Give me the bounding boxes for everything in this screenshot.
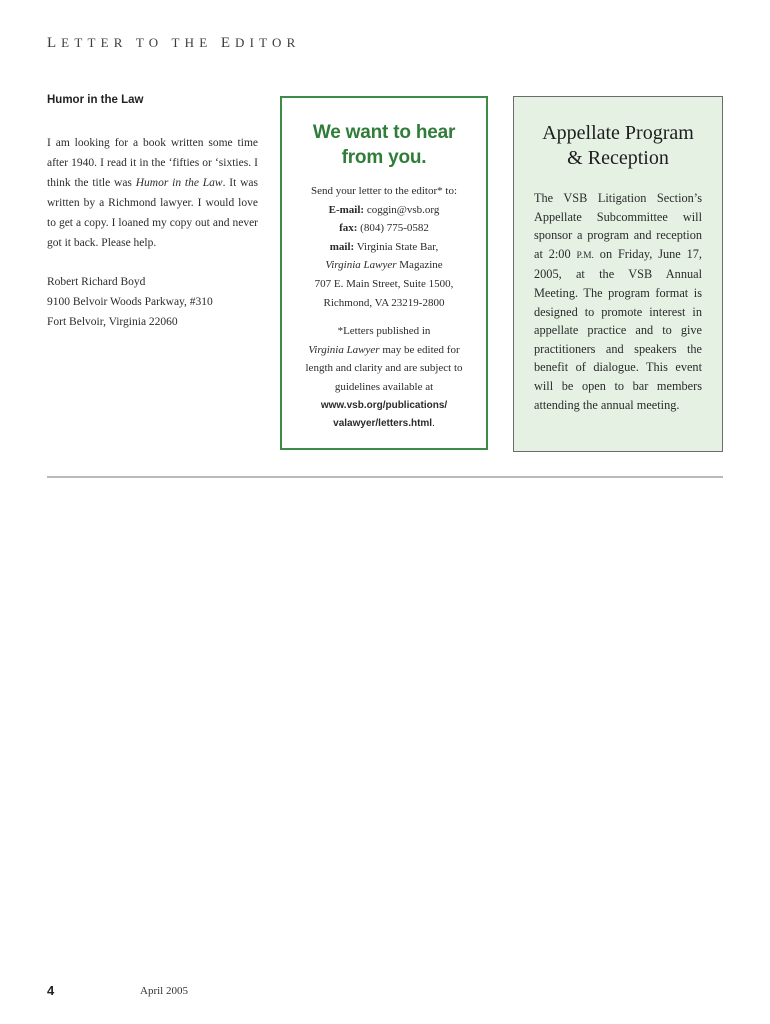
guidelines-link-2[interactable] [282, 415, 486, 434]
header-text-1: ETTER TO THE [61, 35, 221, 50]
letter-column [47, 94, 258, 332]
time-suffix: P.M. [576, 250, 594, 261]
mail-line [282, 238, 486, 257]
letter-heading: Humor in the Law [47, 94, 144, 106]
note-prefix: *Letters published in [337, 325, 431, 338]
url-line-2: valawyer/letters.html [333, 418, 433, 430]
note-rest: may be edited for length and clarity and are subject to guidelines available at [305, 343, 463, 393]
url-period: . [432, 418, 435, 430]
signature-name: Robert Richard Boyd [47, 276, 146, 288]
issue-date: April 2005 [140, 985, 188, 997]
book-title: Humor in the Law [135, 177, 223, 189]
submit-box-title: We want to hear from you. [312, 122, 456, 168]
appellate-body-part1: The VSB Litigation Section’s Appellate Subcommittee will sponsor a program and reception at 2:00 [534, 191, 702, 261]
submit-box-body [282, 182, 486, 434]
appellate-program-box [513, 96, 723, 452]
email-link[interactable]: coggin@vsb.org [366, 203, 440, 216]
note-magazine: Virginia Lawyer [308, 343, 380, 356]
header-cap-2: E [220, 35, 236, 51]
email-label: E-mail: [328, 203, 365, 216]
fax-label: fax: [339, 222, 358, 235]
header-text-2: DITOR [235, 35, 301, 50]
mail-value: Virginia State Bar, [356, 240, 439, 253]
header-cap-1: L [47, 35, 62, 51]
appellate-title-line-2: & Reception [567, 147, 669, 169]
street-line: 707 E. Main Street, Suite 1500, [314, 277, 454, 290]
magazine-name: Virginia Lawyer [325, 259, 397, 272]
submit-letter-box [280, 96, 488, 450]
magazine-line [282, 256, 486, 275]
note-body [282, 341, 486, 397]
magazine-suffix: Magazine [399, 259, 443, 272]
section-header [47, 35, 301, 52]
fax-value: (804) 775-0582 [360, 222, 429, 235]
fax-line [282, 219, 486, 238]
appellate-body [534, 189, 702, 414]
letter-signature [47, 272, 258, 332]
appellate-title-line-1: Appellate Program [542, 122, 694, 144]
guidelines-link[interactable] [282, 397, 486, 416]
appellate-body-part2: on Friday, June 17, 2005, at the VSB Annual Meeting. The program format is designed to promote interest in appellate practice and to give practitioners and speakers the benefit of dialogue. This event will be open to bar members attending the annual meeting. [534, 246, 702, 412]
url-line-1: www.vsb.org/publications/ [320, 399, 448, 411]
email-line [282, 201, 486, 220]
divider-rule [47, 476, 723, 478]
signature-address-1: 9100 Belvoir Woods Parkway, #310 [47, 296, 213, 308]
city-line: Richmond, VA 23219-2800 [323, 296, 445, 309]
mail-label: mail: [329, 240, 355, 253]
submit-intro: Send your letter to the editor* to: [310, 185, 458, 197]
letter-body-part2: . It was written by a Richmond lawyer. I would love to get a copy. I loaned my copy out and never got it back. Please help. [47, 177, 258, 249]
letter-body [47, 133, 258, 253]
page-number: 4 [47, 983, 55, 998]
appellate-title [514, 121, 722, 171]
letter-body-part1: I am looking for a book written some time after 1940. I read it in the ‘fifties or ‘sixties. I think the title was [47, 137, 258, 189]
signature-address-2: Fort Belvoir, Virginia 22060 [47, 316, 178, 328]
